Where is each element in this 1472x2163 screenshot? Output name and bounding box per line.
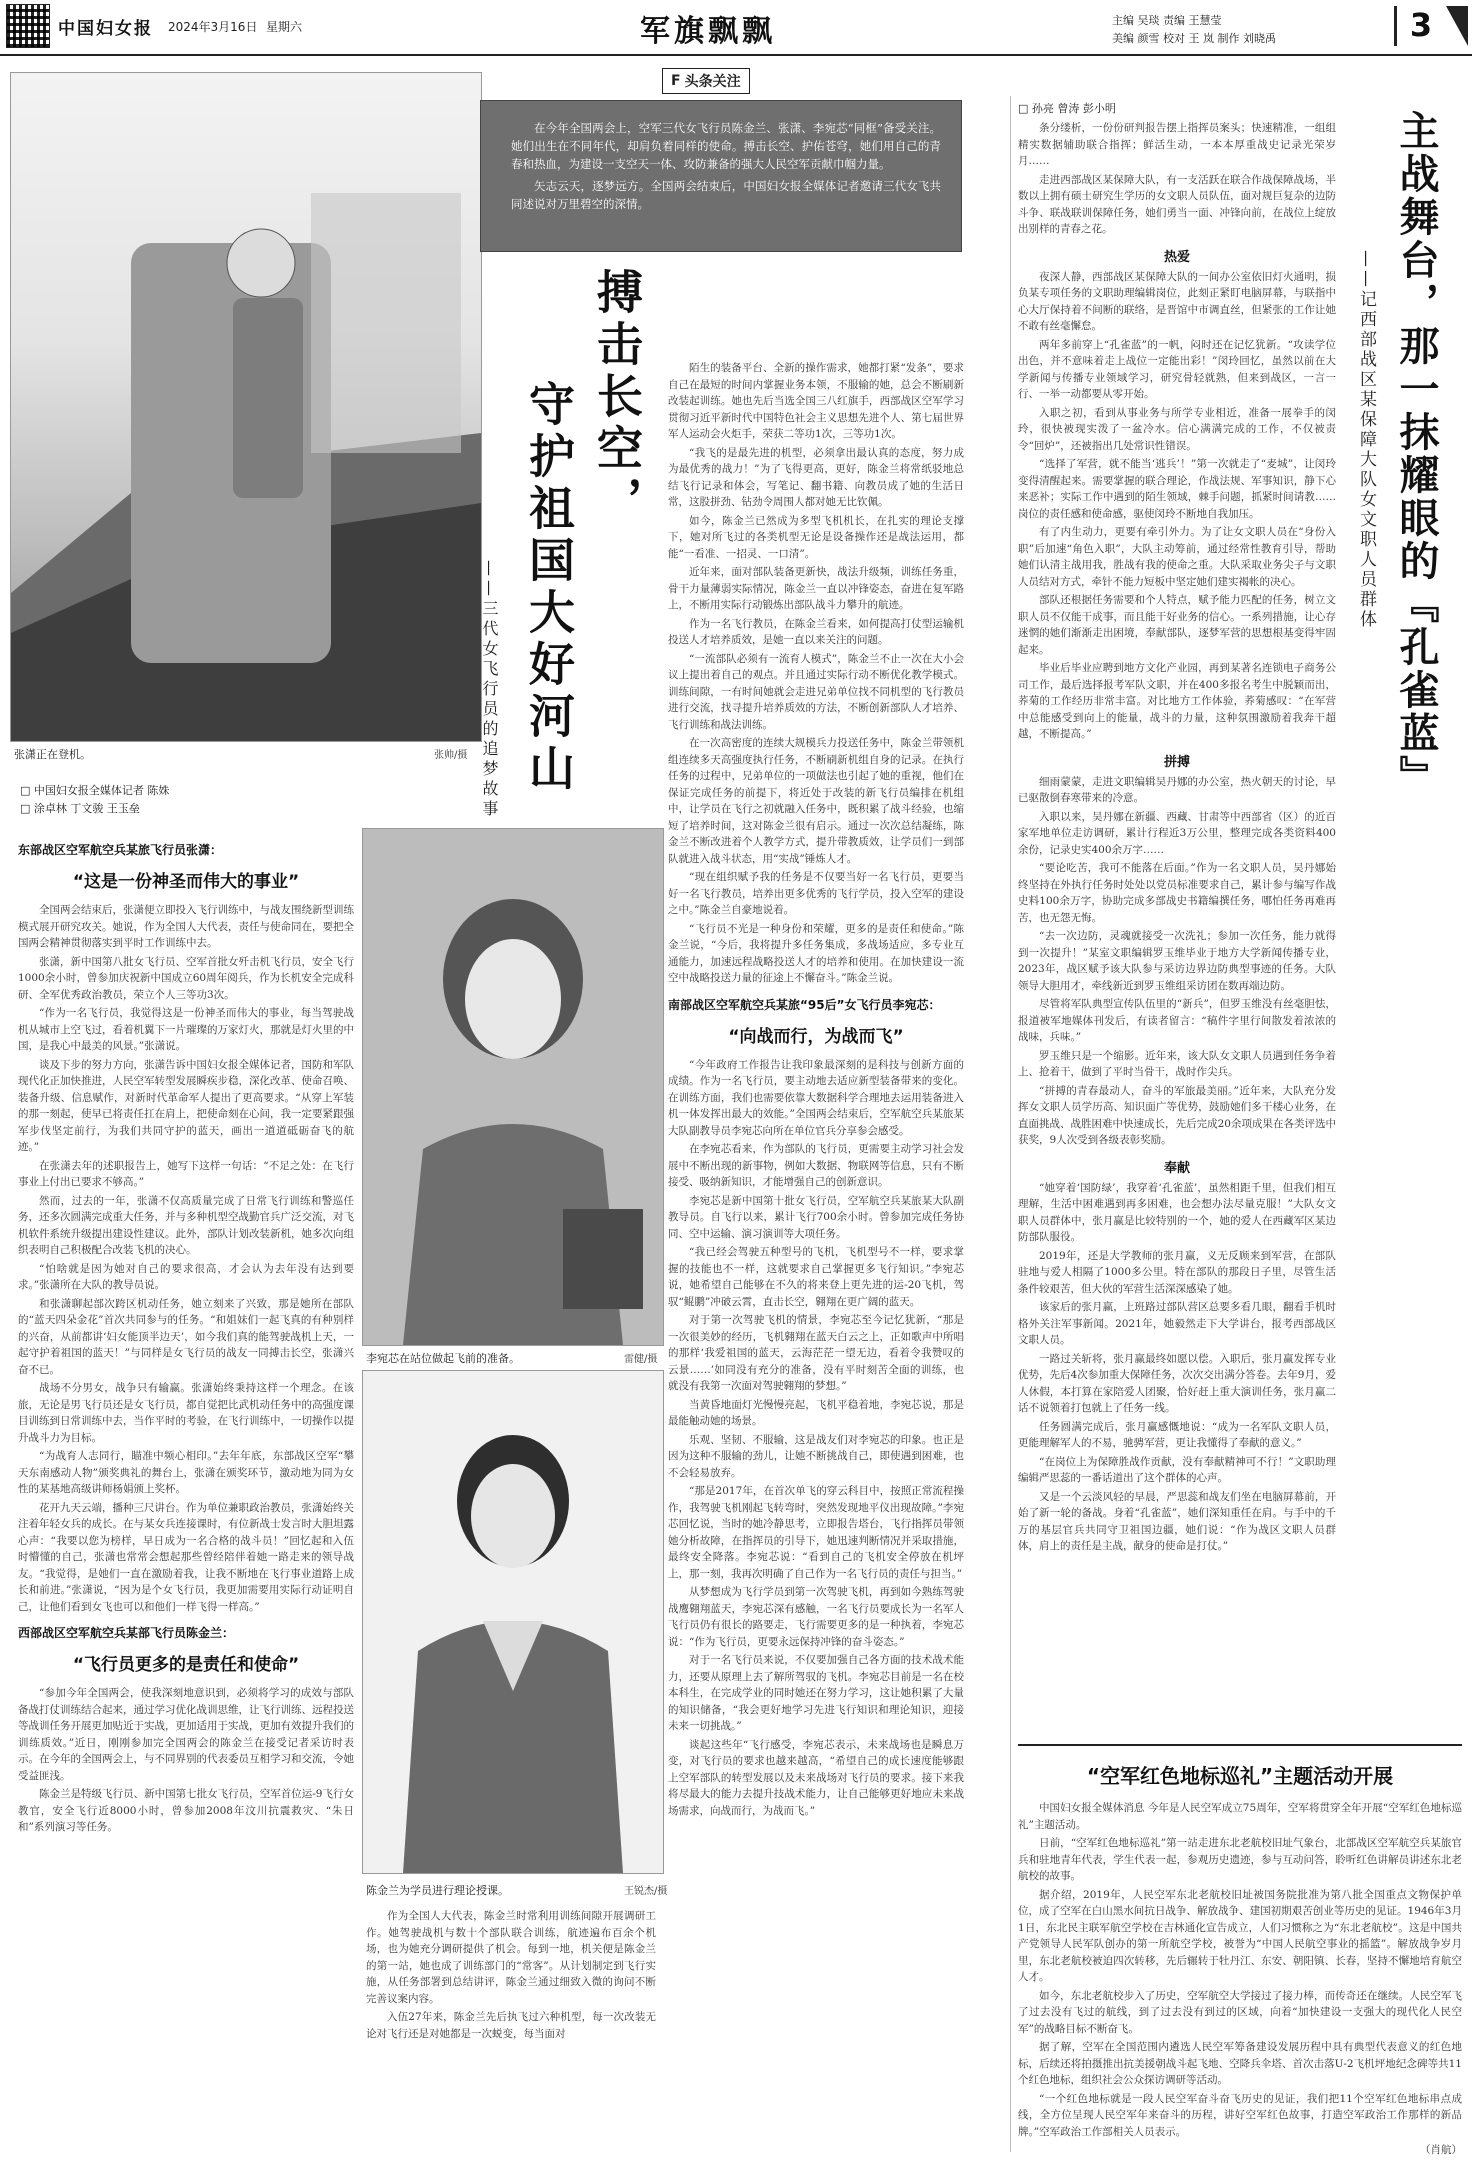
- photo-chen-jinlan: [362, 1370, 664, 1874]
- paragraph: 从梦想成为飞行学员到第一次驾驶飞机，再到如今熟练驾驶战鹰翱翔蓝天，李宛芯深有感触，一名飞行员要成长为一名军人飞行员仍有很长的路要走，飞行需要更多的是一种执着，李宛芯说：“作为飞行员，更要永远保持冲锋的奋斗姿态。”: [668, 1586, 964, 1648]
- section-heading-passion: 热爱: [1163, 249, 1190, 265]
- pilot-portrait-illustration: [363, 829, 663, 1345]
- paragraph: 一路过关斩将，张月赢最终如愿以偿。入职后，张月赢发挥专业优势，先后4次参加重大保障任务，次次交出满分答卷。去年9月，爱人休假，本打算在家陪爱人团聚，恰好赶上重大演训任务，张月赢二话不说领着打包就上了任务一线。: [1018, 1352, 1336, 1414]
- paragraph: 陌生的装备平台、全新的操作需求，她都打紧“发条”，要求自己在最短的时间内掌握业务本领，不服输的她，总会不断刷新改装起训练。她也先后当选全国三八红旗手，西部战区空军学习贯彻习近平新时代中国特色社会主义思想先进个人、第七届世界军人运动会火炬手，荣获二等功1次，三等功1次。: [668, 362, 964, 440]
- qr-code-icon: [6, 4, 50, 48]
- paragraph: “我飞的是最先进的机型，必须拿出最认真的态度，努力成为最优秀的战力！”为了飞得更高，更好，陈金兰将常纸驳地总结飞行记录和体会，写笔记、翻书籍、向教员成了她的生活日常，这股拼劲、钻劲令周围人都对她无比钦佩。: [668, 446, 964, 508]
- paragraph: 毕业后毕业应聘到地方文化产业园，再到某著名连锁电子商务公司工作，最后选择报考军队文职，并在400多报名考生中脱颖而出，荞菊的工作经历非常丰富。对比地方工作体验，荞菊感叹：“在军营中总能感受到向上的能量，战斗的力量，这种氛围激励着我奔干超越，不断提高。”: [1018, 662, 1336, 740]
- paragraph: “今年政府工作报告让我印象最深刻的是科技与创新方面的成绩。作为一名飞行员，要主动地去适应新型装备带来的变化。在训练方面，我们也需要依靠大数据科学合理地去运用装备进入机一体发挥出最大的效能。”全国两会结束后，空军航空兵某旅某大队副教导员李宛芯向所在单位官兵分享参会感受。: [668, 1058, 964, 1137]
- section-heading-striving: 拼搏: [1163, 754, 1190, 770]
- paragraph: “一流部队必须有一流育人模式”，陈金兰不止一次在大小会议上提出着自己的观点。并且通过实际行动不断优化教学模式。训练间隙，一有时间她就会走进兄弟单位找不同机型的飞行教员进行交流，找寻提升培养质效的方法，不断创新部队人才培养、飞行训练和战法训练。: [668, 652, 964, 731]
- paragraph: 尽管将军队典型宣传队伍里的“新兵”，但罗玉维没有丝毫胆怯，报道被军地媒体刊发后，有读者留言：“稿件字里行间散发着浓浓的战味，兵味。”: [1018, 998, 1336, 1043]
- paragraph: 日前，“空军红色地标巡礼”第一站走进东北老航校旧址气象台，北部战区空军航空兵某旅官兵和驻地青年代表，学生代表一起，参观历史遗迹，参与互动问答，聆听红色讲解员讲述东北老航校的故事。: [1018, 1837, 1462, 1882]
- issue-date: 2024年3月16日: [168, 20, 258, 34]
- news-top-rule: [1018, 1744, 1462, 1746]
- paragraph: “现在组织赋予我的任务是不仅要当好一名飞行员，更要当好一名飞行教员，培养出更多优秀的飞行学员，投入空军的建设之中。”陈金兰自豪地说着。: [668, 871, 964, 916]
- s1-kicker: 东部战区空军航空兵某旅飞行员张潇：: [18, 843, 223, 857]
- paragraph: 如今，东北老航校步入了历史，空军航空大学接过了接力棒，而传奇还在继续。人民空军飞了过去没有飞过的航线，到了过去没有到过的区域，向着“加快建设一支强大的现代化人民空军”的战略目标不断奋飞。: [1018, 1989, 1462, 2035]
- column-c: [668, 360, 964, 2152]
- paragraph: “作为一名飞行员，我觉得这是一份神圣而伟大的事业，每当驾驶战机从城市上空飞过，看着机翼下一片璀璨的万家灯火，那就是灯火里的中国，是我心中最美的风景。”张潇说。: [18, 1007, 354, 1052]
- main-headline-2: 守护祖国大好河山: [522, 380, 576, 796]
- column-a: [18, 832, 354, 2152]
- paragraph: “一个红色地标就是一段人民空军奋斗奋飞历史的见证，我们把11个空军红色地标串点成线，全方位呈现人民空军年来奋斗的历程，讲好空军红色故事，打造空军政治工作那样的新品牌。”空军政治工作部相关人员表示。: [1018, 2092, 1462, 2138]
- issue-weekday: 星期六: [266, 20, 303, 34]
- feature-tag-label: 头条关注: [684, 74, 741, 90]
- paragraph: 有了内生动力，更要有牵引外力。为了让女文职人员在“身份入职”后加速“角色入职”，大队主动筹前，通过经常性教育引导，帮助她们认清主战用我，胜战有我的使命之重。大队采取业务尖子与文职人员结对方式，牵针不能力短板中坚定她们建实褐帐的决心。: [1018, 526, 1336, 588]
- paragraph: “选择了军营，就不能当‘逃兵’！”第一次就走了“麦城”，让闵玲变得清醒起来。需要掌握的联合理论，作战法规、军事知识，静下心来恶补；实际工作中遇到的陌生领域，棘手问题，抓紧时间请教……岗位的责任感和使命感，驱使闵玲不断地自我加压。: [1018, 458, 1336, 520]
- paragraph: 作为一名飞行教员，在陈金兰看来，如何提高打仗型运输机投送人才培养质效，是她一直以来关注的问题。: [668, 617, 964, 646]
- paragraph: “要论吃苦，我可不能落在后面。”作为一名文职人员，吴丹娜始终坚持在外执行任务时处处以党员标准要求自己，累计参与编写作战史料100余万字，协助完成多部战史书籍编撰任务，哪怕任务再难再苦，也无怨无悔。: [1018, 862, 1336, 924]
- paragraph: 如今，陈金兰已然成为多型飞机机长，在扎实的理论支撑下，她对所飞过的各类机型无论是设备操作还是战法运用，都能“一看准、一招灵、一口清”。: [668, 514, 964, 560]
- paragraph: 当黄昏地面灯光慢慢亮起，飞机平稳着地，李宛芯说，那是最能触动她的场景。: [668, 1398, 964, 1427]
- s2-kicker: 西部战区空军航空兵某部飞行员陈金兰：: [18, 1626, 235, 1640]
- photo-li-wanxin: [362, 828, 664, 1346]
- news-title: “空军红色地标巡礼”主题活动开展: [1086, 1764, 1394, 1788]
- paragraph: “我已经会驾驶五种型号的飞机，飞机型号不一样，要求掌握的技能也不一样，这就要求自己掌握更多飞行知识。”李宛芯说，她希望自己能够在不久的将来登上更先进的运-20飞机，驾驭“鲲鹏”冲破云霄，直击长空，翱翔在更广阔的蓝天。: [668, 1246, 964, 1308]
- main-subhead: ——三代女飞行员的追梦故事: [480, 560, 499, 820]
- paragraph: 花开九天云端，播种三尺讲台。作为单位兼职政治教员，张潇始终关注着年轻女兵的成长。在与某女兵连接课时，有位新战士发言时大胆坦露心声：“我要以您为榜样，早日成为一名合格的战斗员！”回忆起和入伍时懵懂的自己，张潇也常常会想起那些曾经陪伴着她一路走来的领导战友。“我觉得，是她们一直在激励着我，让我不断地在飞行事业道路上成长和前进。”张潇说，“因为是个女飞行员，我更加需要用实际行动证明自己，让他们看到女飞也可以和他们一样飞得一样高。”: [18, 1501, 354, 1613]
- paragraph: 部队还根据任务需要和个人特点，赋予能力匹配的任务，树立文职人员不仅能干成事，而且能干好业务的信心。一系列措施，让心存迷惘的她们渐渐走出困境，奉献部队，逐梦军营的思想根基变得牢固起来。: [1018, 594, 1336, 656]
- paragraph: 谈及下步的努力方向，张潇告诉中国妇女报全媒体记者，国防和军队现代化正加快推进，人民空军转型发展瞬疾步稳，深化改革、使命召唤、装备升级、信息赋作，对新时代革命军人提出了更高要求。“从穿上军装的那一刻起，使早已将责任扛在肩上，把使命刻在心间，我一定要紧跟强军步伐坚定前行，为我们共同守护的蓝天，画出一道道砥砺奋飞的航迹。”: [18, 1058, 354, 1153]
- paragraph: 和张潇聊起部次跨区机动任务，她立刻来了兴致，那是她所在部队的“蓝天四朵金花”首次共同参与的任务。“和姐妹们一起飞真的有种别样的兴奋，从前都讲‘妇女能顶半边天’，如今我们真的能驾驶战机上天，一起守护着祖国的蓝天！”与同样是女飞行员的战友一同搏击长空，张潇兴奋不已。: [18, 1297, 354, 1376]
- paragraph: “怕啥就是因为她对自己的要求很高，才会认为去年没有达到要求。”张潇所在大队的教导员说。: [18, 1262, 354, 1291]
- paragraph: 战场不分男女，战争只有输赢。张潇始终秉持这样一个理念。在该旅，无论是男飞行员还是女飞行员，都自觉把比武机动任务中的高强度课目训练到日常训练中去，当作平时的考验，在飞行训练中，一切操作以提升战斗力为目标。: [18, 1382, 354, 1444]
- paragraph: 2019年，还是大学教师的张月赢，义无反顾来到军营，在部队驻地与爱人相隔了1000多公里。特在部队的那段日子里，尽管生活条件较艰苦，但大伙的军营生活深深感染了她。: [1018, 1249, 1336, 1295]
- photo1-caption: 张潇正在登机。: [14, 748, 91, 761]
- page-number: 3: [1394, 6, 1445, 46]
- paragraph: 对于第一次驾驶飞机的情景，李宛芯至今记忆犹新，“那是一次很美妙的经历，飞机翱翔在蓝天白云之上，正如歌声中所唱的那样‘我爱祖国的蓝天，云海茫茫一望无边，看着令我赞叹的云景……’如同没有充分的准备，没有平时刻苦全面的训练，也就没有我第一次面对驾驶翱翔的梦想。”: [668, 1314, 964, 1392]
- photo1-credit: 张帅/摄: [434, 750, 468, 761]
- paragraph: 近年来，面对部队装备更新快，战法升级频，训练任务重，骨干力量薄弱实际情况，陈金兰一直以冲锋姿态，奋进在复军路上，不断用实际行动锻炼出部队战斗力攀升的航迹。: [668, 566, 964, 611]
- paragraph: 谈起这些年“飞行感受，李宛芯表示，未来战场也是瞬息万变，对飞行员的要求也越来越高，“希望自己的成长速度能够跟上空军部队的转型发展以及未来战场对飞行员的要求。接下来我将尽最大的能力去提升技战术能力，让自己能够更好地应未来战场需求，向战而行，为战而飞。”: [668, 1738, 964, 1817]
- intro-box: [480, 100, 962, 252]
- news-body: [1018, 1800, 1462, 2156]
- side-headline: 主战舞台，那一抹耀眼的『孔雀蓝』: [1393, 110, 1440, 798]
- byline-box-icon: □: [20, 784, 34, 797]
- s3-kicker: 南部战区空军航空兵某旅“95后”女飞行员李宛芯：: [668, 997, 941, 1012]
- paragraph: 对于一名飞行员来说，不仅要加强自己各方面的技术战术能力，还要从原理上去了解所驾驭的飞机。李宛芯目前是一名在校本科生，在完成学业的同时她还在努力学习，这让她积累了大量的知识储备，“我会更好地学习先进飞行知识和理论知识，迎接未来一切挑战。”: [668, 1654, 964, 1732]
- photo2-caption: 李宛芯在站位做起飞前的准备。: [366, 1352, 520, 1365]
- paragraph: “拼搏的青春最动人，奋斗的军旅最美丽。”近年来，大队充分发挥女文职人员学历高、知识面广等优势，鼓励她们多干楼心业务，在直面挑战、战胜困难中快速成长，先后完成20余项成果在各类评选中获奖，9人次受到各级表彰奖励。: [1018, 1084, 1336, 1146]
- paragraph: 张潇，新中国第八批女飞行员、空军首批女歼击机飞行员，安全飞行1000余小时，曾参加庆祝新中国成立60周年阅兵，作为长机安全完成科研、全军优秀政治教员，荣立个人三等功3次。: [18, 955, 354, 1001]
- photo3-caption: 陈金兰为学员进行理论授课。: [366, 1884, 509, 1897]
- paragraph: 任务圆满完成后，张月赢感慨地说：“成为一名军队文职人员，更能理解军人的不易，驰骋军营，更让我懂得了奉献的意义。”: [1018, 1420, 1336, 1449]
- side-byline: □ 孙亮 曾涛 彭小明: [1018, 102, 1116, 115]
- paragraph: 陈金兰是特级飞行员、新中国第七批女飞行员，空军首位运-9飞行女教官，安全飞行近8000小时，曾参加2008年汶川抗震救灾、“朱日和”系列演习等任务。: [18, 1788, 354, 1833]
- paragraph: 又是一个云淡风轻的早晨，严思蕊和战友们坐在电脑屏幕前，开始了新一轮的备战。身着“孔雀蓝”，她们深知重任在肩。与手中的千万的基层官兵共同守卫祖国边疆，她们说：“作为战区文职人员群体，肩上的责任是主战，献身的使命是打仗。”: [1018, 1490, 1336, 1552]
- s2-quote: “飞行员更多的是责任和使命”: [72, 1655, 300, 1675]
- paragraph: “参加今年全国两会，使我深刻地意识到，必须将学习的成效与部队备战打仗训练结合起来，通过学习优化战训思维，让飞行训练、远程投送等战训任务开展更加贴近于实战，更加适用于实战，更加有效提升我们的训练质效。”近日，刚刚参加完全国两会的陈金兰在接受记者采访时表示。在今年的全国两会上，与不同界别的代表委员互相学习和交流，令她受益匪浅。: [18, 1687, 354, 1782]
- editor-credits-1: 主编 吴琰 责编 王慧莹: [1112, 14, 1222, 27]
- paragraph: 李宛芯是新中国第十批女飞行员，空军航空兵某旅某大队副教导员。自飞行以来，累计飞行700余小时。曾参加完成任务协同、空中运输、演习演训等大项任务。: [668, 1194, 964, 1240]
- paragraph: 然而，过去的一年，张潇不仅高质量完成了日常飞行训练和警巡任务，还多次圆满完成重大任务，并与多种机型空战勤官兵广泛交流，对飞机软件系统升级提出建设性建议。此外，部队计划改装新机，她多次向组织表明自己积极配合改装飞机的决心。: [18, 1194, 354, 1256]
- byline-box-icon: □: [20, 802, 34, 815]
- paragraph: 乐观、坚韧、不服输，这是战友们对李宛芯的印象。也正是因为这种不服输的劲儿，让她不断挑战自己，即使遇到困难，也不会轻易放弃。: [668, 1433, 964, 1479]
- paragraph: 在一次高密度的连续大规模兵力投送任务中，陈金兰带领机组连续多天高强度执行任务，不断刷新机组自身的记录。在执行任务的过程中，兄弟单位的一项做法也引起了她的重视，他们在保证完成任务的前提下，将近处于改装的新飞行员编排在机组中，让学员在飞行之初就融入任务中，既积累了战斗经验，也缩短了培养时间，这对陈金兰很有启示。通过一次次总结凝练，陈金兰不断改进着个人教学方式，提升带教质效，让学员们一到部队就进入战斗状态，用“实战”锤炼人才。: [668, 737, 964, 865]
- paragraph: “她穿着‘国防绿’，我穿着‘孔雀蓝’，虽然相距千里，但我们相互理解，生活中困难遇到再多困难，也会想办法尽量克服！”大队女文职人员群体中，张月赢是比较特别的一个，她的爱人在西藏军区某边防部队服役。: [1018, 1181, 1336, 1243]
- intro-text: 在今年全国两会上，空军三代女飞行员陈金兰、张潇、李宛芯“同框”备受关注。她们出生在不同年代，却肩负着同样的使命。搏击长空、护佑苍穹，她们用自己的青春和热血，为建设一支空天一体、攻防兼备的强大人民空军贡献巾帼力量。: [511, 121, 941, 171]
- paragraph: 两年多前穿上“孔雀蓝”的一帆，闷时还在记忆犹新。“攻读学位出色，并不意味着走上战位一定能出彩！”闵玲回忆，虽然以前在大学新闻与传播专业领域学习，研究骨轻就熟，但来到战区，一言一行、一举一动都要从零开始。: [1018, 338, 1336, 400]
- paragraph: 该家后的张月赢，上班路过部队营区总要多看几眼，翻看手机时格外关注军事新闻。2021年，她毅然走下大学讲台，报考西部战区文职人员。: [1018, 1301, 1336, 1346]
- paragraph: 中国妇女报全媒体消息 今年是人民空军成立75周年，空军将贯穿全年开展“空军红色地标巡礼”主题活动。: [1018, 1802, 1462, 1831]
- paragraph: 据了解，空军在全国范围内遴选人民空军筹备建设发展历程中具有典型代表意义的红色地标，后续还将拍摄推出抗美援朝战斗起飞地、空降兵伞塔、首次击落U-2飞机坪地纪念碑等共11个红色地标，组织社会公众探访调研等活动。: [1018, 2041, 1462, 2086]
- newspaper-logo: 中国妇女报: [58, 19, 153, 39]
- paragraph: 细雨蒙蒙，走进文职编辑吴丹娜的办公室，热火朝天的讨论，早已驱散倒春寒带来的冷意。: [1018, 775, 1336, 804]
- section-heading-dedication: 奉献: [1163, 1160, 1190, 1176]
- byline-box-icon: □: [1018, 102, 1032, 115]
- feature-tag: [662, 68, 750, 94]
- paragraph: “那是2017年，在首次单飞的穿云科目中，按照正常流程操作，我驾驶飞机刚起飞转弯时，突然发现地平仪出现故障。”李宛芯回忆说，当时的她冷静思考，立即报告塔台，飞行指挥员带领她分析故障，在指挥员的引导下，她迅速判断情况并采取措施，最终安全降落。李宛芯说：“看到自己的飞机安全停放在机坪上，那一刻，我再次明确了自己作为一名飞行员的责任与担当。”: [668, 1485, 964, 1580]
- paragraph: 入职以来，吴丹娜在新疆、西藏、甘肃等中西部省（区）的近百家军地单位走访调研，累计行程近3万公里，整理完成各类资料400余份，记录史实400余万字……: [1018, 810, 1336, 856]
- paragraph: 据介绍，2019年，人民空军东北老航校旧址被国务院批准为第八批全国重点文物保护单位，成了空军在白山黑水间抗日战争、解放战争、建国初期艰苦创业等历史的见证。1946年3月1日，东北民主联军航空学校在吉林通化宣告成立，人们习惯称之为“东北老航校”。这是中国共产党领导人民军队创办的第一所航空学校，被誉为“中国人民航空事业的摇篮”。解放战争岁月里，东北老航校被迫四次转移，先后辗转于牡丹江、东安、朝阳镇、长春，坚持不懈地培育航空人才。: [1018, 1888, 1462, 1983]
- paragraph: 全国两会结束后，张潇便立即投入飞行训练中，与战友围绕新型训练模式展开研究攻关。她说，作为全国人大代表，责任与使命同在，要把全国两会精神贯彻落实到平时工作训练中去。: [18, 904, 354, 949]
- paragraph: “飞行员不光是一种身份和荣耀，更多的是责任和使命。”陈金兰说，“今后，我将提升多任务集成，多战场适应，多专业互通能力，加速远程战略投送人才的培养和使用。在加快建设一流空中战略投送力量的征途上不懈奋斗。”陈金兰说。: [668, 922, 964, 984]
- s1-body: [18, 902, 354, 1615]
- page-corner-mark: [1446, 6, 1468, 46]
- paragraph: 走进西部战区某保障大队，有一支活跃在联合作战保障战场，半数以上拥有硕士研究生学历的女文职人员队伍，面对规巨复杂的边防斗争、联战联训保障任务，她们勇当一面、冲锋向前，在战位上绽放出别样的青春之花。: [1018, 173, 1336, 235]
- editor-credits-2: 美编 颜雪 校对 王 岚 制作 刘晓禹: [1112, 32, 1276, 45]
- section-title: 军旗飘飘: [640, 14, 776, 49]
- byline-1: □ 中国妇女报全媒体记者 陈姝: [20, 784, 170, 797]
- photo2-credit: 雷健/摄: [624, 1354, 658, 1365]
- paragraph: 夜深人静，西部战区某保障大队的一间办公室依旧灯火通明，损负某专项任务的文职助理编辑岗位，此刻正紧盯电脑屏幕，与联指中心大厅保持着不间断的联络，是晋馆中市调直丝，但紧张的工作让她不敢有丝毫懈怠。: [1018, 270, 1336, 332]
- side-column-top: [1018, 120, 1336, 1770]
- paragraph: 条分缕析，一份份研判报告摆上指挥员案头；快速精准，一组组精实数据辅助联合指挥；鲜活生动，一本本厚重战史记录光荣岁月……: [1018, 122, 1336, 167]
- byline-2: □ 涂卓林 丁文骏 王玉垒: [20, 802, 140, 815]
- side-subhead: ——记西部战区某保障大队女文职人员群体: [1356, 250, 1376, 630]
- instructor-portrait-illustration: [363, 1371, 663, 1873]
- paragraph: 在张潇去年的述职报告上，她写下这样一句话：“不足之处：在飞行事业上付出已要求不够高。”: [18, 1159, 354, 1188]
- s1-quote: “这是一份神圣而伟大的事业”: [72, 872, 300, 892]
- paragraph: 入职之初，看到从事业务与所学专业相近，准备一展拳手的闵玲，很快被现实泼了一盆冷水。信心满满完成的工作，不仅被责令“回炉”，还被指出几处常识性错误。: [1018, 406, 1336, 452]
- paragraph: 罗玉维只是一个缩影。近年来，该大队女文职人员遇到任务争着上、抢着干，做到了平时当骨干，战时作尖兵。: [1018, 1049, 1336, 1078]
- photo3-credit: 王锐杰/摄: [624, 1886, 668, 1897]
- s3-quote: “向战而行，为战而飞”: [728, 1026, 904, 1047]
- photo-zhang-xiao-boarding: [10, 72, 482, 742]
- paragraph: “去一次边防，灵魂就接受一次洗礼；参加一次任务，能力就得到一次提升！”某室文职编辑罗玉维毕业于地方大学新闻传播专业，2023年，战区赋予该大队参与采访边界边防典型事迹的任务。大队领导大胆用才，牵线新近到罗玉维组采访团在数再端边防。: [1018, 930, 1336, 992]
- masthead: [0, 0, 1472, 62]
- masthead-rule: [0, 54, 1472, 56]
- paragraph: 作为全国人大代表，陈金兰时常利用训练间隙开展调研工作。她驾驶战机与数十个部队联合训练，航迹遍布百余个机场，也为她充分调研提供了机会。每到一地，机关便是陈金兰的第一站，她也成了训练部门的“常客”。从计划制定到飞行实施，从任务部署到总结讲评，陈金兰通过细致入微的询问不断完善议案内容。: [366, 1910, 656, 2005]
- fighter-jet-illustration: [11, 73, 481, 741]
- paragraph: “在岗位上为保障胜战作贡献，没有奉献精神可不行！”文职助理编辑严思蕊的一番话道出了这个群体的心声。: [1018, 1455, 1336, 1484]
- paragraph: “为战育人志同行，瞄准中频心相印。”去年年底，东部战区空军“攀天东南感动人物”颁奖典礼的舞台上，张潇在颁奖环节，激动地为同为女性的某基地高级讲师杨娟颁上奖杯。: [18, 1450, 354, 1495]
- column-b: [366, 1908, 656, 2148]
- column-divider: [1010, 96, 1011, 2152]
- main-headline-1: 搏击长空，: [590, 268, 644, 528]
- news-signoff: （肖航）: [1420, 2144, 1462, 2156]
- paragraph: 在李宛芯看来，作为部队的飞行员，更需要主动学习社会发展中不断出现的新事物，例如大数据、物联网等信息，只有不断接受、吸纳新知识，才能增强自己的创新意识。: [668, 1143, 964, 1188]
- intro-text-2: 矢志云天，逐梦远方。全国两会结束后，中国妇女报全媒体记者邀请三代女飞共同述说对万里碧空的深情。: [511, 179, 941, 211]
- paragraph: 入伍27年来，陈金兰先后执飞过六种机型，每一次改装无论对飞行还是对她都是一次蜕变，每当面对: [366, 2011, 656, 2040]
- feature-tag-letter: F: [671, 73, 681, 89]
